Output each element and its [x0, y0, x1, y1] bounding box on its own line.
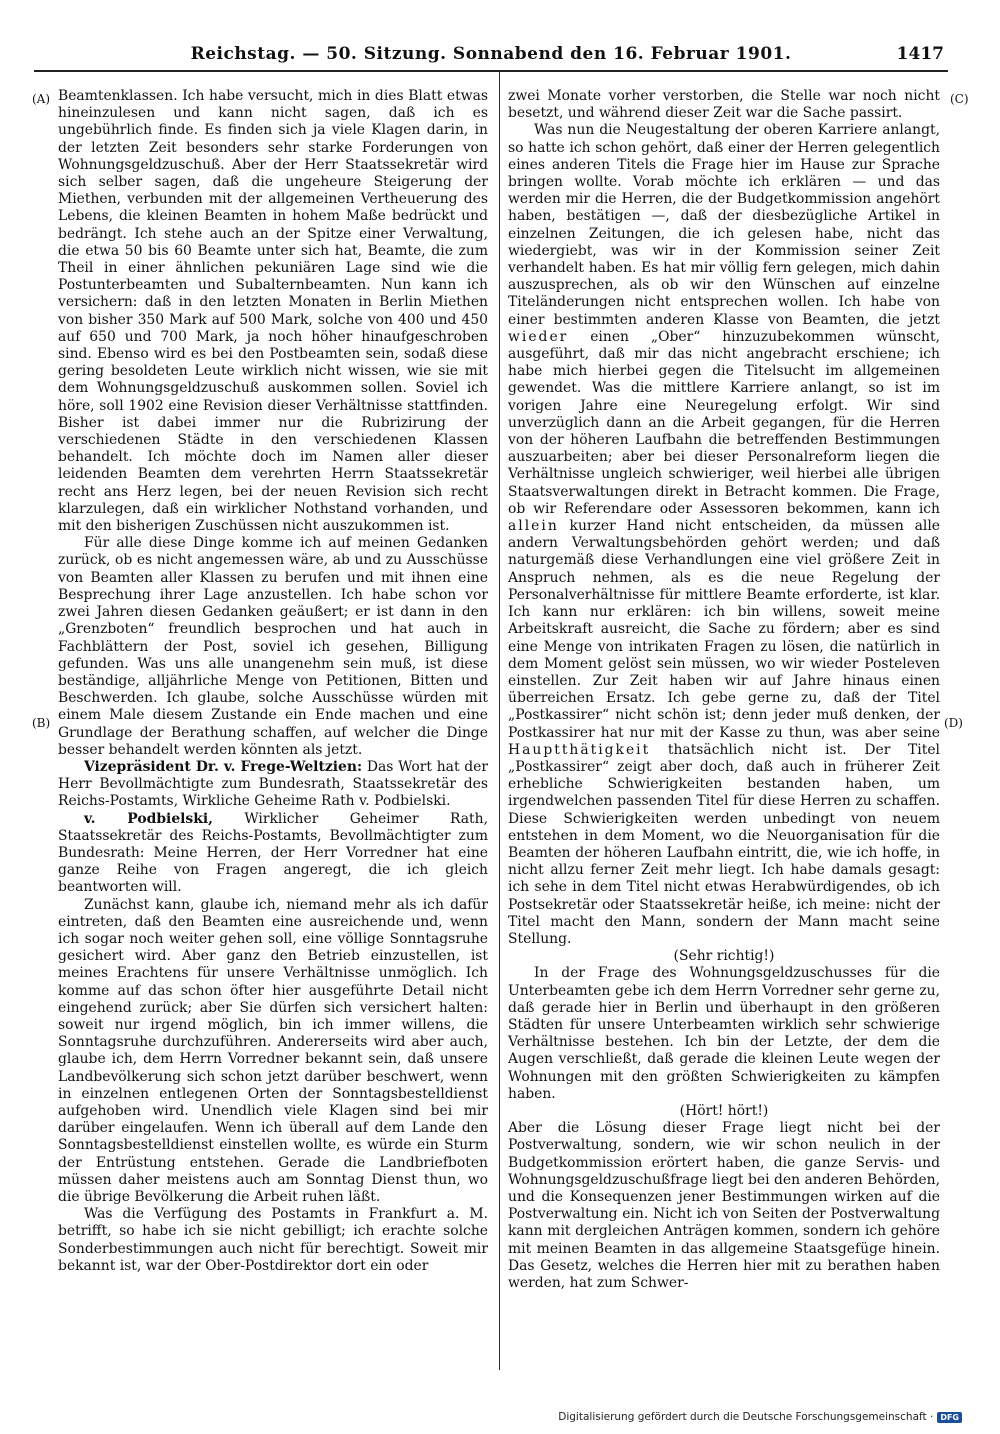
text-run: thatsächlich nicht ist. Der Titel „Postkassirer“ zeigt aber doch, daß auch in früherer Zeit erhebliche Schwierigkeiten bestanden haben, um irgendwelchen passenden Titel für diese Herren zu schaffen. Diese Schwierigkeiten werden unbedingt von neuem entstehen in dem Moment, wo die Neuorganisation für die Beamten der höheren Laufbahn eintritt, die, wie ich hoffe, in nicht allzu ferner Zeit mehr liegt. Ich habe damals gesagt: ich sehe in dem Titel nicht etwas Herabwürdigendes, ob ich Postsekretär oder Staatssekretär heiße, ich meine: nicht der Titel macht den Mann, sondern der Mann macht seine Stellung.: [508, 741, 940, 947]
page-number: 1417: [896, 44, 944, 64]
interjection: (Sehr richtig!): [673, 948, 775, 965]
column-divider: [499, 72, 500, 1370]
text-run: Was nun die Neugestaltung der oberen Karriere anlangt, so hatte ich schon gehört, daß einer der Herren gelegentlich eines anderen Titels die Frage hier im Hause zur Sprache bringen wollte. Vorab möchte ich erklären — und das werden mir die Herren, die der Budgetkommission angehört haben, bestätigen —, daß der diesbezügliche Artikel in einzelnen Zeitungen, die ich gelesen habe, nicht das wiedergiebt, was wir in der Kommission seiner Zeit verhandelt haben. Es hat mir völlig fern gelegen, mich dahin auszusprechen, als ob wir den Wünschen auf einzelne Titeländerungen nicht entsprechen wollen. Ich habe von einer bestimmten anderen Klasse von Beamten, die jetzt: [508, 122, 940, 328]
margin-marker-a: (A): [32, 92, 51, 106]
right-column: [508, 88, 940, 1292]
margin-marker-c: (C): [950, 92, 969, 106]
paragraph: [508, 122, 940, 948]
emphasized-word: allein: [508, 518, 559, 535]
interjection: (Hört! hört!): [679, 1102, 769, 1119]
running-header: [34, 38, 948, 72]
emphasized-word: Hauptthätigkeit: [508, 741, 651, 758]
speaker-name: v. Podbielski,: [84, 810, 213, 827]
digitization-credit: [558, 1411, 962, 1423]
paragraph: [58, 811, 488, 897]
speech-text: Wirklicher Geheimer Rath, Staatssekretär des Reichs-Postamts, Bevollmächtigter zum Bundesrath: Meine Herren, der Herr Vorredner hat eine ganze Reihe von Fragen angeregt, die ich gleich beantworten will.: [58, 810, 489, 896]
text-run: kurzer Hand nicht entscheiden, da müssen alle andern Verwaltungsbehörden gehört werden; und daß naturgemäß diese Verhandlungen eine viel größere Zeit in Anspruch nehmen, als es die neue Regelung der Personalverhältnisse für mittlere Beamte erforderte, ist klar. Ich kann nur erklären: ich bin willens, soweit meine Arbeitskraft ausreicht, die Sache zu fördern; aber es sind eine Menge von intrikaten Fragen zu lösen, die natürlich in dem Moment gelöst sein müssen, wo wir wieder Posteleven einstellen. Zur Zeit haben wir auf Jahre hinaus einen überreichen Ersatz. Ich gebe gerne zu, daß der Titel „Postkassirer“ nicht schön ist; denn jeder muß denken, der Postkassirer hat nur mit der Kasse zu thun, was aber seine: [508, 518, 940, 741]
margin-marker-b: (B): [32, 716, 51, 730]
credit-text: Digitalisierung gefördert durch die Deutsche Forschungsgemeinschaft ·: [558, 1411, 934, 1423]
paragraph: Beamtenklassen. Ich habe versucht, mich in dies Blatt etwas hineinzulesen und kann nicht sagen, daß ich es ungebührlich finde. Es finden sich ja viele Klagen darin, in der letzten Zeit besonders sehr starke Forderungen von Wohnungsgeldzuschuß. Aber der Herr Staatssekretär wird sich selber sagen, daß die ungeheure Steigerung der Miethen, verbunden mit der allgemeinen Vertheuerung des Lebens, die kleinen Beamten in hohem Maße bedrückt und bedrängt. Ich stehe auch an der Spitze einer Verwaltung, die etwa 50 bis 60 Beamte unter sich hat, Beamte, die zum Theil in einer ähnlichen pekuniären Lage sind wie die Postunterbeamten und Subalternbeamten. Nun kann ich versichern: daß in den letzten Monaten in Berlin Miethen von bisher 350 Mark auf 500 Mark, solche von 400 und 450 auf 650 und 700 Mark, ja noch höher hinaufgeschroben sind. Ebenso wird es bei den Postbeamten sein, sodaß diese gering besoldeten Leute wirklich nicht wissen, wie sie mit dem Wohnungsgeldzuschuß auskommen sollen. Soviel ich höre, soll 1902 eine Revision dieser Verhältnisse stattfinden. Bisher ist dabei immer nur die Rubrizirung der verschiedenen Städte in den verschiedenen Klassen behandelt. Ich möchte doch im Namen aller dieser leidenden Beamten dem verehrten Herrn Staatssekretär recht ans Herz legen, bei der neuen Revision sich recht klarzulegen, daß ein wirklicher Nothstand vorhanden, und mit den bisherigen Zuschüssen nicht auszukommen ist.: [58, 88, 488, 535]
paragraph: Aber die Lösung dieser Frage liegt nicht bei der Postverwaltung, sondern, wie wir schon neulich in der Budgetkommission erörtert haben, die ganze Servis- und Wohnungsgeldzuschußfrage liegt bei den anderen Behörden, und die Konsequenzen jener Bestimmungen wirken auf die Postverwaltung ein. Nicht ich von Seiten der Postverwaltung kann mit dergleichen Anträgen kommen, sondern ich gehöre mit meinen Beamten in das allgemeine Staatsgefüge hinein. Das Gesetz, welches die Herren hier mit zu berathen haben werden, hat zum Schwer-: [508, 1120, 940, 1292]
text-run: einen „Ober“ hinzuzubekommen wünscht, ausgeführt, daß mir das nicht angebracht erschiene; ich habe mich hierbei gegen die Titelsucht im allgemeinen gewendet. Was die mittlere Karriere anlangt, so ist im vorigen Jahre eine Neuregelung erfolgt. Wir sind unverzüglich dann an die Arbeit gegangen, für die Herren von der höheren Laufbahn die betreffenden Bestimmungen auszuarbeiten; aber bei dieser Personalreform liegen die Verhältnisse ungleich schwieriger, weil hierbei alle übrigen Staatsverwaltungen direkt in Betracht kommen. Die Frage, ob wir Referendare oder Assessoren bekommen, kann ich: [508, 328, 940, 517]
paragraph: Was die Verfügung des Postamts in Frankfurt a. M. betrifft, so habe ich sie nicht gebilligt; ich erachte solche Sonderbestimmungen auch nicht für berechtigt. Soweit mir bekannt ist, war der Ober-Postdirektor dort ein oder: [58, 1206, 488, 1274]
dfg-logo: DFG: [937, 1412, 962, 1423]
paragraph: In der Frage des Wohnungsgeldzuschusses für die Unterbeamten gebe ich dem Herrn Vorredner sehr gerne zu, daß gerade hier in Berlin und überhaupt in den größeren Städten für unsere Unterbeamten wirklich sehr schwierige Verhältnisse bestehen. Ich bin der Letzte, der dem die Augen verschließt, daß gerade die kleinen Leute wegen der Wohnungen mit den größten Schwierigkeiten zu kämpfen haben.: [508, 965, 940, 1102]
paragraph: [58, 759, 488, 811]
paragraph: Zunächst kann, glaube ich, niemand mehr als ich dafür eintreten, daß den Beamten eine ausreichende und, wenn ich sogar noch weiter gehen soll, eine völlige Sonntagsruhe gesichert wird. Aber ganz den Betrieb einzustellen, ist meines Erachtens für unsere Verhältnisse unmöglich. Ich komme auf das schon öfter hier ausgeführte Detail nicht eingehend zurück; aber Sie dürfen sich versichert halten: soweit nur irgend möglich, bin ich immer willens, die Sonntagsruhe durchzuführen. Andererseits wird aber auch, glaube ich, dem Herrn Vorredner bekannt sein, daß unsere Landbevölkerung sich schon jetzt darüber beschwert, wenn in einzelnen entlegenen Orten der Sonntagsbestelldienst aufgehoben wird. Unendlich viele Klagen sind bei mir darüber eingelaufen. Wenn ich überall auf dem Lande den Sonntagsbestelldienst einstellen wollte, es würde ein Sturm der Entrüstung entstehen. Gerade die Landbriefboten müssen daher meistens auch am Sonntag Dienst thun, wo die übrige Bevölkerung die Arbeit ruhen läßt.: [58, 896, 488, 1205]
margin-marker-d: (D): [944, 716, 963, 730]
emphasized-word: wieder: [508, 328, 569, 345]
paragraph: zwei Monate vorher verstorben, die Stelle war noch nicht besetzt, und während dieser Zeit war die Sache passirt.: [508, 88, 940, 122]
speaker-name: Vizepräsident Dr. v. Frege-Weltzien:: [84, 758, 363, 775]
left-column: [58, 88, 488, 1275]
paragraph: Für alle diese Dinge komme ich auf meinen Gedanken zurück, ob es nicht angemessen wäre, ab und zu Ausschüsse von Beamten aller Klassen zu berufen und mit ihnen eine Besprechung ihrer Lage anzustellen. Ich habe schon vor zwei Jahren diesen Gedanken geäußert; er ist dann in den „Grenzboten“ freundlich besprochen und hat auch in Fachblättern der Post, soviel ich gesehen, Billigung gefunden. Was uns alle unangenehm sein muß, ist diese beständige, alljährliche Menge von Petitionen, Bitten und Beschwerden. Ich glaube, solche Ausschüsse würden mit einem Male diesem Zustande ein Ende machen und eine Grundlage der Berathung schaffen, auf welcher die Dinge besser behandelt werden könnten als jetzt.: [58, 535, 488, 758]
header-title: Reichstag. — 50. Sitzung. Sonnabend den 16. Februar 1901.: [190, 44, 792, 64]
speech-text: Das Wort hat der Herr Bevollmächtigte zum Bundesrath, Staatssekretär des Reichs-Postamts, Wirkliche Geheime Rath v. Podbielski.: [58, 758, 488, 810]
